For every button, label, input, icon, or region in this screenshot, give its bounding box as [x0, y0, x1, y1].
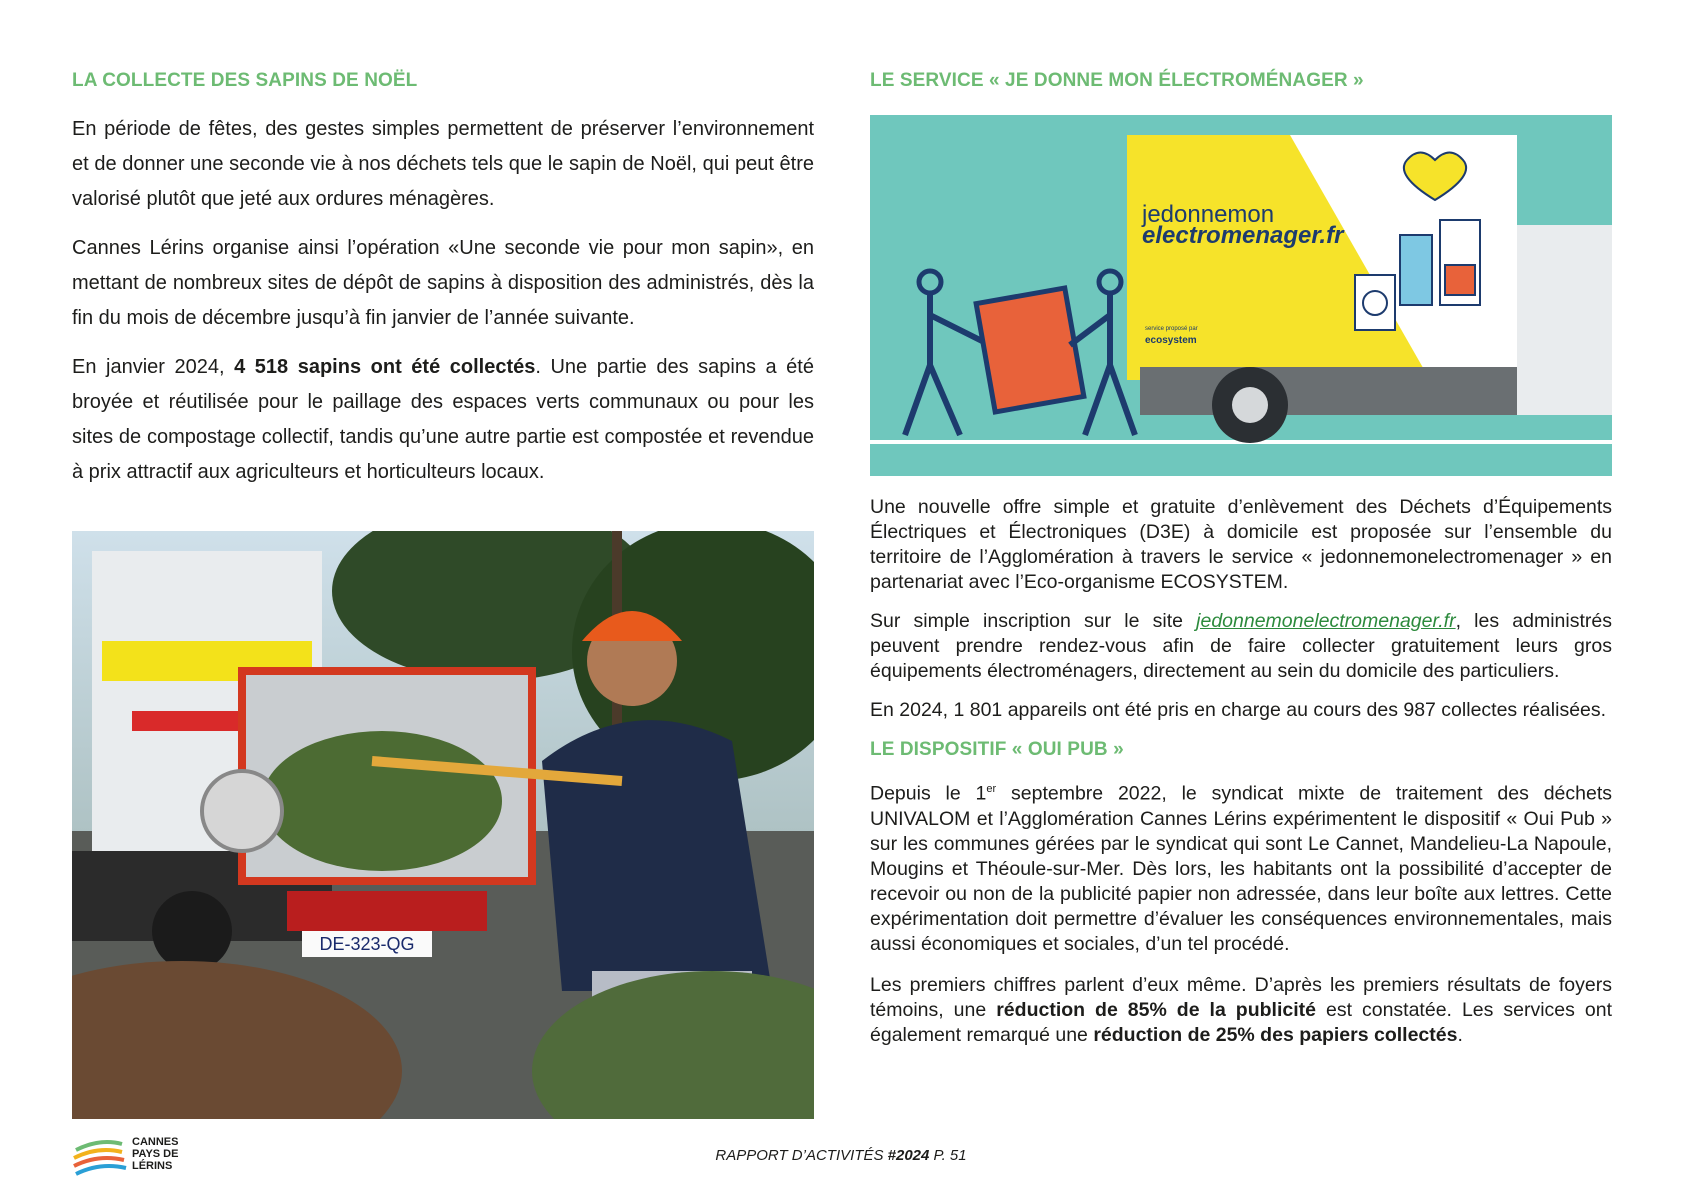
plate-text: DE-323-QG: [319, 934, 415, 954]
logo-text: CANNES PAYS DE LÉRINS: [132, 1136, 179, 1172]
paragraph-first-results: Les premiers chiffres parlent d’eux même. D’après les premiers résultats de foyers témoins, une réduction de 85% de la publicité est constatée. Les services ont également remarqué une réduction de 25% des papiers collectés.: [870, 973, 1612, 1046]
highlight-paper-reduction: réduction de 25% des papiers collectés: [1093, 1023, 1458, 1046]
paragraph-d3e-offer: Une nouvelle offre simple et gratuite d’enlèvement des Déchets d’Équipements Électriques et Électroniques (D3E) à domicile est proposée sur l’ensemble du territoire de l’Agglomération à travers le service « jedonnemonelectromenager » en partenariat avec l’Eco-organisme ECOSYSTEM.: [870, 496, 1612, 593]
highlight-sapins-count: 4 518 sapins ont été collectés: [234, 356, 536, 378]
illus-logo-line1: jedonnemon: [1142, 201, 1275, 228]
truck-illustration: [870, 115, 1612, 476]
right-text-block: [870, 495, 1612, 1048]
footer-page-label: RAPPORT D’ACTIVITÉS #2024 P. 51: [715, 1147, 967, 1164]
section-title-sapins: LA COLLECTE DES SAPINS DE NOËL: [72, 70, 418, 91]
section-title-oui-pub: LE DISPOSITIF « OUI PUB »: [870, 739, 1124, 760]
right-column: [870, 70, 1612, 92]
photo-illustration: [72, 531, 814, 1119]
paragraph-operation: Cannes Lérins organise ainsi l’opération «Une seconde vie pour mon sapin», en mettant de nombreux sites de dépôt de sapins à disposition des administrés, dès la fin du mois de décembre jusqu’à fin janvier de l’année suivante.: [72, 237, 814, 329]
illus-logo-line2: electromenager.fr: [1142, 222, 1344, 249]
illus-partner-small: service proposé par: [1145, 326, 1198, 332]
link-jedonnemonelectromenager[interactable]: jedonnemonelectromenager.fr: [1196, 610, 1456, 632]
paragraph-oui-pub: Depuis le 1er septembre 2022, le syndicat mixte de traitement des déchets UNIVALOM et l’Agglomération Cannes Lérins expérimentent le dispositif « Oui Pub » sur les communes gérées par le syndicat qui sont Le Cannet, Mandelieu-La Napoule, Mougins et Théoule-sur-Mer. Dès lors, les habitants ont la possibilité d’accepter de recevoir ou non de la publicité papier non adressée, dans leur boîte aux lettres. Cette expérimentation doit permettre d’évaluer les conséquences environnementales, mais aussi économiques et sociales, d’un tel procédé.: [870, 782, 1612, 955]
paragraph-registration: Sur simple inscription sur le site jedonnemonelectromenager.fr, les administrés peuvent prendre rendez-vous afin de faire collecter gratuitement leurs gros équipements électroménagers, directement au sein du domicile des particuliers.: [870, 610, 1612, 682]
section-title-electromenager: LE SERVICE « JE DONNE MON ÉLECTROMÉNAGER »: [870, 70, 1364, 91]
illus-partner: ecosystem: [1145, 335, 1197, 346]
paragraph-stats-2024: En 2024, 1 801 appareils ont été pris en charge au cours des 987 collectes réalisées.: [870, 699, 1607, 721]
illustration-electromenager-truck: [870, 115, 1612, 476]
photo-tree-shredding: [72, 531, 814, 1119]
left-column: [72, 70, 814, 490]
paragraph-intro: En période de fêtes, des gestes simples permettent de préserver l’environnement et de donner une seconde vie à nos déchets tels que le sapin de Noël, qui peut être valorisé plutôt que jeté aux ordures ménagères.: [72, 118, 814, 210]
paragraph-results: En janvier 2024, 4 518 sapins ont été collectés. Une partie des sapins a été broyée et réutilisée pour le paillage des espaces verts communaux ou pour les sites de compostage collectif, tandis qu’une autre partie est compostée et revendue à prix attractif aux agriculteurs et horticulteurs locaux.: [72, 356, 814, 483]
highlight-pub-reduction: réduction de 85% de la publicité: [996, 998, 1316, 1021]
